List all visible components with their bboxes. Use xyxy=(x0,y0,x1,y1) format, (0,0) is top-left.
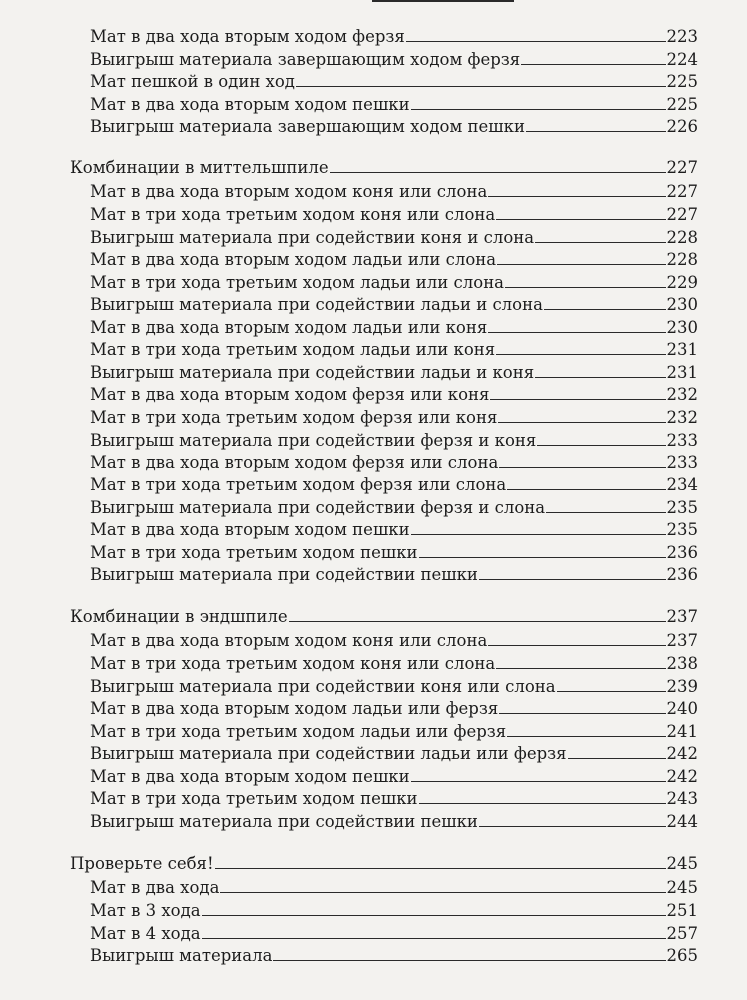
toc-entry-page: 234 xyxy=(666,475,698,494)
toc-entry xyxy=(90,653,698,675)
toc-leader xyxy=(411,94,666,110)
toc-entry-title: Выигрыш материала при содействии ладьи и коня xyxy=(90,363,535,382)
toc-entry xyxy=(90,564,698,586)
toc-entry xyxy=(90,676,698,698)
toc-entry-page: 239 xyxy=(666,677,698,696)
toc-entry-title: Мат в три хода третьим ходом пешки xyxy=(90,543,418,562)
toc-entry-page: 238 xyxy=(666,654,698,673)
toc-leader xyxy=(215,853,666,869)
toc-entry-title: Мат в 3 хода xyxy=(90,901,201,920)
toc-entry-title: Мат в три хода третьим ходом ферзя или коня xyxy=(90,408,498,427)
toc-entry-title: Мат в три хода третьим ходом ладьи или слона xyxy=(90,273,505,292)
toc-entry-page: 242 xyxy=(666,767,698,786)
toc-entry xyxy=(90,384,698,406)
toc-leader xyxy=(521,49,665,65)
toc-leader xyxy=(557,676,666,692)
toc-entry-title: Мат пешкой в один ход xyxy=(90,72,295,91)
toc-leader xyxy=(535,227,665,243)
toc-entry-title: Мат в два хода вторым ходом пешки xyxy=(90,520,410,539)
toc-leader xyxy=(499,452,665,468)
toc-entry xyxy=(90,181,698,203)
toc-entry-page: 225 xyxy=(666,95,698,114)
toc-entry-page: 226 xyxy=(666,117,698,136)
toc-section-title: Комбинации в эндшпиле xyxy=(70,607,288,626)
toc-leader xyxy=(406,26,666,42)
toc-entry xyxy=(90,452,698,474)
toc-entry xyxy=(90,407,698,429)
toc-entry-page: 225 xyxy=(666,72,698,91)
toc-section-page: 245 xyxy=(666,854,698,873)
toc-leader xyxy=(411,519,666,535)
toc-entry-title: Мат в два хода вторым ходом коня или слона xyxy=(90,631,488,650)
toc-section-page: 237 xyxy=(666,607,698,626)
toc-leader xyxy=(490,384,665,400)
toc-entry-page: 232 xyxy=(666,385,698,404)
toc-entry xyxy=(90,945,698,967)
toc-entry-title: Мат в два хода xyxy=(90,878,220,897)
toc-leader xyxy=(507,474,665,490)
toc-entry-page: 242 xyxy=(666,744,698,763)
toc-entry xyxy=(90,721,698,743)
toc-entry xyxy=(90,519,698,541)
toc-entry-title: Мат в два хода вторым ходом пешки xyxy=(90,95,410,114)
toc-entry xyxy=(90,317,698,339)
toc-entry xyxy=(90,766,698,788)
toc-leader xyxy=(296,71,666,87)
toc-entry-title: Мат в два хода вторым ходом ферзя xyxy=(90,27,405,46)
toc-entry xyxy=(90,49,698,71)
toc-entry-title: Мат в два хода вторым ходом ладьи или коня xyxy=(90,318,488,337)
toc-leader xyxy=(497,249,665,265)
toc-entry-title: Выигрыш материала завершающим ходом пешки xyxy=(90,117,525,136)
toc-entry-page: 233 xyxy=(666,431,698,450)
toc-entry-title: Мат в три хода третьим ходом коня или слона xyxy=(90,654,496,673)
toc-leader xyxy=(479,564,666,580)
toc-entry-title: Мат в два хода вторым ходом ферзя или слона xyxy=(90,453,499,472)
toc-entry-page: 229 xyxy=(666,273,698,292)
toc-entry-title: Мат в два хода вторым ходом ладьи или слона xyxy=(90,250,497,269)
toc-entry-page: 224 xyxy=(666,50,698,69)
toc-leader xyxy=(411,766,666,782)
toc-entry xyxy=(90,26,698,48)
toc-entry-title: Мат в 4 хода xyxy=(90,924,201,943)
toc-leader xyxy=(330,157,666,173)
toc-entry-title: Мат в два хода вторым ходом ладьи или ферзя xyxy=(90,699,499,718)
toc-leader xyxy=(289,606,666,622)
header-rule xyxy=(372,0,514,2)
toc-entry-page: 227 xyxy=(666,205,698,224)
toc-entry-page: 228 xyxy=(666,250,698,269)
toc-entry-title: Мат в два хода вторым ходом ферзя или коня xyxy=(90,385,490,404)
toc-entry xyxy=(90,204,698,226)
toc-section-title: Проверьте себя! xyxy=(70,854,214,873)
toc-entry-page: 228 xyxy=(666,228,698,247)
toc-entry-page: 244 xyxy=(666,812,698,831)
toc-entry-title: Выигрыш материала при содействии коня или слона xyxy=(90,677,556,696)
toc-entry-title: Мат в три хода третьим ходом ферзя или слона xyxy=(90,475,507,494)
toc-entry-title: Выигрыш материала при содействии коня и слона xyxy=(90,228,535,247)
toc-leader xyxy=(496,204,665,220)
toc-leader xyxy=(535,362,665,378)
toc-entry xyxy=(90,900,698,922)
toc-leader xyxy=(488,181,665,197)
toc-entry-page: 223 xyxy=(666,27,698,46)
toc-entry-title: Выигрыш материала xyxy=(90,946,273,965)
toc-entry-title: Выигрыш материала при содействии ферзя и слона xyxy=(90,498,546,517)
toc-entry-page: 257 xyxy=(666,924,698,943)
toc-entry-title: Мат в два хода вторым ходом коня или слона xyxy=(90,182,488,201)
toc-entry-title: Выигрыш материала при содействии пешки xyxy=(90,812,478,831)
toc-leader xyxy=(507,721,665,737)
toc-leader xyxy=(273,945,665,961)
toc-section-heading xyxy=(70,606,698,628)
toc-leader xyxy=(526,116,666,132)
toc-entry-page: 245 xyxy=(666,878,698,897)
toc-entry xyxy=(90,877,698,899)
toc-entry-page: 236 xyxy=(666,543,698,562)
toc-entry-page: 235 xyxy=(666,520,698,539)
toc-leader xyxy=(202,900,666,916)
toc-leader xyxy=(498,407,665,423)
toc-section-page: 227 xyxy=(666,158,698,177)
toc-entry-title: Выигрыш материала при содействии пешки xyxy=(90,565,478,584)
toc-entry xyxy=(90,294,698,316)
toc-entry xyxy=(90,116,698,138)
toc-entry-page: 240 xyxy=(666,699,698,718)
toc-leader xyxy=(537,430,665,446)
toc-entry-page: 232 xyxy=(666,408,698,427)
toc-leader xyxy=(202,923,666,939)
toc-entry-page: 241 xyxy=(666,722,698,741)
toc-entry-page: 251 xyxy=(666,901,698,920)
toc-entry xyxy=(90,630,698,652)
toc-leader xyxy=(496,653,665,669)
toc-entry xyxy=(90,923,698,945)
toc-entry xyxy=(90,430,698,452)
toc-entry-page: 265 xyxy=(666,946,698,965)
toc-section-title: Комбинации в миттельшпиле xyxy=(70,158,329,177)
toc-leader xyxy=(499,698,665,714)
toc-entry xyxy=(90,362,698,384)
toc-entry xyxy=(90,249,698,271)
toc-entry-title: Выигрыш материала при содействии ферзя и коня xyxy=(90,431,537,450)
toc-entry-title: Выигрыш материала завершающим ходом ферзя xyxy=(90,50,521,69)
toc-leader xyxy=(505,272,665,288)
toc-entry-title: Мат в три хода третьим ходом коня или слона xyxy=(90,205,496,224)
toc-leader xyxy=(496,339,665,355)
toc-entry xyxy=(90,811,698,833)
toc-leader xyxy=(544,294,666,310)
toc-entry xyxy=(90,71,698,93)
toc-leader xyxy=(546,497,665,513)
toc-leader xyxy=(479,811,666,827)
toc-entry-title: Выигрыш материала при содействии ладьи или ферзя xyxy=(90,744,567,763)
toc-entry-title: Мат в три хода третьим ходом ладьи или ферзя xyxy=(90,722,507,741)
toc-entry xyxy=(90,474,698,496)
toc-entry-page: 230 xyxy=(666,295,698,314)
toc-entry-page: 231 xyxy=(666,340,698,359)
toc-leader xyxy=(419,788,666,804)
toc-entry-page: 235 xyxy=(666,498,698,517)
toc-leader xyxy=(488,317,665,333)
toc-entry xyxy=(90,542,698,564)
toc-entry-page: 236 xyxy=(666,565,698,584)
toc-section-heading xyxy=(70,853,698,875)
toc-entry-title: Мат в два хода вторым ходом пешки xyxy=(90,767,410,786)
toc-entry-page: 243 xyxy=(666,789,698,808)
toc-entry xyxy=(90,788,698,810)
toc-entry-title: Выигрыш материала при содействии ладьи и слона xyxy=(90,295,543,314)
toc-entry-title: Мат в три хода третьим ходом ладьи или коня xyxy=(90,340,496,359)
toc-entry-page: 227 xyxy=(666,182,698,201)
toc-entry-page: 230 xyxy=(666,318,698,337)
toc-leader xyxy=(220,877,665,893)
toc-entry xyxy=(90,743,698,765)
toc-entry xyxy=(90,339,698,361)
toc-entry-page: 231 xyxy=(666,363,698,382)
toc-leader xyxy=(419,542,666,558)
toc-entry-page: 237 xyxy=(666,631,698,650)
toc-leader xyxy=(488,630,665,646)
toc-entry xyxy=(90,497,698,519)
toc-leader xyxy=(568,743,666,759)
toc-entry xyxy=(90,94,698,116)
toc-section-heading xyxy=(70,157,698,179)
toc-entry xyxy=(90,698,698,720)
toc-entry-title: Мат в три хода третьим ходом пешки xyxy=(90,789,418,808)
toc-entry-page: 233 xyxy=(666,453,698,472)
toc-entry xyxy=(90,227,698,249)
toc-entry xyxy=(90,272,698,294)
